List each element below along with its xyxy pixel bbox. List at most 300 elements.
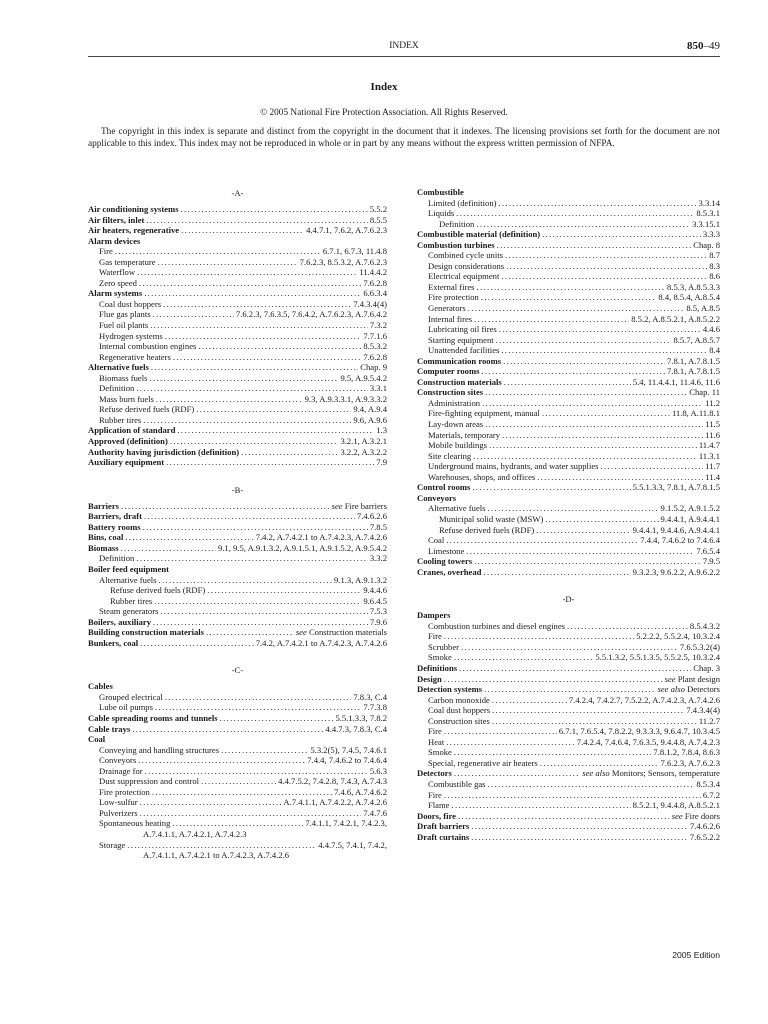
- entry-term: Gas temperature: [99, 256, 156, 267]
- entry-reference: [363, 352, 387, 363]
- dot-leader: [542, 229, 701, 240]
- see-reference-label: see: [671, 810, 683, 821]
- entry-term: Fire: [428, 789, 442, 800]
- entry-reference: [709, 271, 720, 282]
- reference-text: 7.8.5: [369, 521, 387, 532]
- entry-reference: [323, 246, 387, 257]
- reference-text: 11.2.7: [698, 715, 720, 726]
- index-subentry: [88, 787, 387, 798]
- entry-reference: [370, 553, 387, 564]
- reference-text: 3.2.2, A.3.2.2: [340, 446, 387, 457]
- dot-leader: [499, 198, 697, 209]
- dot-leader: [484, 684, 655, 695]
- index-column-right: [417, 187, 720, 842]
- dot-leader: [160, 606, 367, 617]
- entry-reference: [631, 314, 720, 325]
- entry-reference: [633, 567, 720, 578]
- entry-term: Electrical equipment: [428, 271, 500, 282]
- dot-leader: [461, 642, 678, 653]
- index-main-entry: [88, 501, 387, 512]
- index-main-entry: [88, 713, 387, 724]
- dot-leader: [173, 352, 362, 363]
- index-main-entry: [417, 240, 720, 251]
- index-subentry: [417, 314, 720, 325]
- index-subentry: [417, 705, 720, 716]
- running-header: [88, 40, 720, 57]
- entry-term: Auxiliary equipment: [88, 457, 165, 468]
- entry-term: Combustion turbines and diesel engines: [428, 620, 566, 631]
- entry-reference: [256, 638, 387, 649]
- reference-text: 9.3.2.3, 9.6.2.2, A.9.6.2.2: [632, 566, 720, 577]
- entry-term: Building construction materials: [88, 627, 205, 638]
- reference-text: 8.6: [709, 271, 720, 282]
- index-main-entry: [88, 681, 387, 692]
- index-subentry: [88, 383, 387, 394]
- entry-reference: [370, 383, 387, 394]
- reference-text: Detectors: [684, 684, 720, 695]
- entry-reference: [661, 514, 720, 525]
- entry-reference: [335, 713, 387, 724]
- entry-term: Refuse derived fuels (RDF): [439, 524, 535, 535]
- dot-leader: [488, 779, 695, 790]
- index-main-entry: [417, 684, 720, 695]
- entry-term: Barriers: [88, 500, 120, 511]
- reference-text: 7.4.7.6: [363, 807, 387, 818]
- entry-term: Conveyors: [99, 755, 137, 766]
- index-main-entry: [417, 387, 720, 398]
- index-subentry: [417, 303, 720, 314]
- entry-reference: [370, 204, 387, 215]
- entry-term: Spontaneous heating: [99, 818, 171, 829]
- entry-reference: [699, 451, 720, 462]
- entry-term: Design considerations: [428, 260, 505, 271]
- index-main-entry: [417, 663, 720, 674]
- reference-text: 4.4.7.5.2, 7.4.2.8, 7.4.3, A.7.4.3: [278, 776, 387, 787]
- dot-leader: [144, 288, 361, 299]
- dot-leader: [125, 532, 253, 543]
- entry-reference: [705, 419, 720, 430]
- dot-leader: [165, 331, 362, 342]
- index-subentry: [88, 267, 387, 278]
- entry-reference: [640, 535, 720, 546]
- entry-reference: [300, 257, 387, 268]
- entry-reference: [370, 617, 387, 628]
- dot-leader: [159, 575, 332, 586]
- reference-text: 8.5.2.1, 9.4.4.8, A.8.5.2.1: [632, 800, 720, 811]
- dot-leader: [481, 292, 657, 303]
- reference-text: 7.4.4, 7.4.6.2 to 7.4.6.4: [640, 535, 720, 546]
- entry-reference: [705, 398, 720, 409]
- dot-leader: [121, 501, 330, 512]
- index-subentry: [88, 278, 387, 289]
- entry-term: Alternative fuels: [99, 574, 157, 585]
- dot-leader: [506, 261, 707, 272]
- entry-term: Flue gas plants: [99, 309, 151, 320]
- reference-text: 9.1, 9.5, A.9.1.3.2, A.9.1.5.1, A.9.1.5.2, A.9.5.4.2: [217, 542, 387, 553]
- dot-leader: [601, 461, 704, 472]
- index-subentry: [417, 652, 720, 663]
- index-subentry: [88, 309, 387, 320]
- entry-term: Authority having jurisdiction (definition): [88, 446, 240, 457]
- reference-text: 5.2.2.2, 5.5.2.4, 10.3.2.4: [636, 631, 720, 642]
- entry-term: Fire protection: [428, 292, 479, 303]
- dot-leader: [144, 511, 355, 522]
- reference-text: 7.7.3.8: [363, 702, 387, 713]
- dot-leader: [201, 776, 276, 787]
- entry-term: Rubber tires: [110, 595, 153, 606]
- dot-leader: [140, 638, 254, 649]
- index-main-entry: [417, 821, 720, 832]
- reference-text: 7.9.5: [702, 556, 720, 567]
- dot-leader: [496, 335, 672, 346]
- reference-text: 7.4.2.4, 7.4.2.7, 7.5.2.2, A.7.4.2.3, A.7.4.2.6: [568, 694, 720, 705]
- entry-term: Generators: [428, 303, 466, 314]
- entry-term: Mobile buildings: [428, 440, 487, 451]
- index-subentry: [417, 198, 720, 209]
- dot-leader: [146, 215, 367, 226]
- reference-text: 5.5.1.3.2, 5.5.1.3.5, 5.5.2.5, 10.3.2.4: [595, 652, 720, 663]
- entry-reference: [658, 292, 720, 303]
- page-number-prefix: 850: [687, 40, 704, 52]
- index-subentry: [88, 394, 387, 405]
- index-subentry: [417, 716, 720, 727]
- index-subentry: [417, 419, 720, 430]
- reference-text: Chap. 9: [360, 362, 387, 373]
- dot-leader: [181, 225, 304, 236]
- dot-leader: [466, 546, 694, 557]
- dot-leader: [127, 840, 316, 851]
- dot-leader: [451, 800, 630, 811]
- index-subentry: [417, 546, 720, 557]
- entry-reference: [353, 415, 387, 426]
- entry-term: Draft barriers: [417, 821, 470, 832]
- reference-text: 8.5.4.3.2: [689, 620, 720, 631]
- dot-leader: [472, 482, 630, 493]
- reference-text: 9.6.4.5: [363, 595, 387, 606]
- index-main-entry: [88, 436, 387, 447]
- reference-text: Chap. 3: [693, 662, 720, 673]
- index-subentry: [417, 472, 720, 483]
- entry-reference: [680, 642, 720, 653]
- index-subentry: [417, 779, 720, 790]
- dot-leader: [177, 425, 374, 436]
- entry-term: Cables: [88, 681, 113, 692]
- index-subentry: [417, 292, 720, 303]
- entry-reference: [236, 309, 387, 320]
- page-title: Index: [370, 81, 398, 93]
- entry-term: Internal fires: [428, 313, 473, 324]
- entry-term: Cranes, overhead: [417, 566, 482, 577]
- dot-leader: [138, 755, 305, 766]
- entry-reference: [696, 208, 720, 219]
- entry-reference: [690, 821, 720, 832]
- index-subentry: [417, 535, 720, 546]
- copyright-line: © 2005 National Fire Protection Association. All Rights Reserved.: [260, 108, 508, 118]
- reference-text: 3.3.3: [702, 229, 720, 240]
- entry-reference: [218, 543, 387, 554]
- entry-term: Storage: [99, 839, 126, 850]
- dot-leader: [136, 553, 367, 564]
- entry-term: Regenerative heaters: [99, 351, 171, 362]
- entry-term: Air heaters, regenerative: [88, 225, 180, 236]
- entry-reference: [340, 447, 387, 458]
- entry-reference: A.7.4.1.1, A.7.4.2.1, A.7.4.2.3: [143, 828, 247, 839]
- index-main-entry: [88, 564, 387, 575]
- entry-reference: [703, 324, 720, 335]
- dot-leader: [456, 208, 694, 219]
- entry-term: Internal combustion engines: [99, 341, 197, 352]
- entry-term: Coal: [88, 734, 106, 745]
- reference-text: Chap. 8: [693, 239, 720, 250]
- dot-leader: [536, 525, 630, 536]
- index-subentry: [417, 398, 720, 409]
- entry-term: Conveying and handling structures: [99, 744, 220, 755]
- index-subentry: [417, 440, 720, 451]
- dot-leader: [482, 398, 703, 409]
- entry-reference: [699, 198, 720, 209]
- reference-text: 7.4.2, A.7.4.2.1 to A.7.4.2.3, A.7.4.2.6: [255, 532, 387, 543]
- entry-reference: [332, 501, 387, 512]
- dot-leader: [241, 447, 338, 458]
- dot-leader: [485, 419, 703, 430]
- dot-leader: [121, 543, 216, 554]
- reference-text: 11.5: [705, 419, 720, 430]
- dot-leader: [446, 535, 638, 546]
- reference-text: 7.4.2, A.7.4.2.1 to A.7.4.2.3, A.7.4.2.6: [255, 637, 387, 648]
- reference-text: 7.4.3.4(4): [353, 298, 387, 309]
- dot-leader: [454, 768, 580, 779]
- entry-term: Cable trays: [88, 723, 131, 734]
- index-main-entry: [417, 674, 720, 685]
- dot-leader: [492, 705, 684, 716]
- entry-term: Biomass fuels: [99, 372, 148, 383]
- dot-leader: [181, 204, 368, 215]
- reference-text: 7.9.6: [369, 616, 387, 627]
- index-subentry: [88, 257, 387, 268]
- index-subentry: [417, 271, 720, 282]
- reference-text: 11.8, A.11.8.1: [671, 408, 720, 419]
- entry-reference: [582, 768, 720, 779]
- entry-term: Alternative fuels: [88, 362, 149, 373]
- entry-term: Definitions: [417, 662, 458, 673]
- dot-leader: [477, 282, 665, 293]
- dot-leader: [143, 522, 368, 533]
- entry-reference: [283, 797, 387, 808]
- reference-text: 7.4.2.4, 7.4.6.4, 7.6.3.5, 9.4.4.8, A.7.4.2.3: [576, 736, 720, 747]
- reference-text: 8.7: [709, 250, 720, 261]
- index-subentry: [88, 373, 387, 384]
- reference-text: 8.5.5: [369, 214, 387, 225]
- entry-reference: [709, 250, 720, 261]
- reference-text: 4.4.7.1, 7.6.2, A.7.6.2.3: [306, 225, 387, 236]
- index-subentry: [417, 631, 720, 642]
- index-subentry: [88, 596, 387, 607]
- entry-term: Doors, fire: [417, 810, 456, 821]
- index-subentry: [417, 250, 720, 261]
- dot-leader: [567, 621, 688, 632]
- entry-term: Fire: [99, 246, 113, 257]
- page-number: [687, 40, 720, 52]
- entry-term: Zero speed: [99, 277, 137, 288]
- entry-reference: [696, 546, 720, 557]
- entry-reference: [633, 525, 720, 536]
- dot-leader: [170, 436, 339, 447]
- entry-term: Waterflow: [99, 267, 136, 278]
- dot-leader: [137, 267, 357, 278]
- entry-term: Combined cycle units: [428, 250, 503, 261]
- entry-term: Unattended facilities: [428, 345, 500, 356]
- index-main-entry: [88, 236, 387, 247]
- index-main-entry: [417, 366, 720, 377]
- entry-term: Fire: [428, 631, 442, 642]
- entry-term: Combustible gas: [428, 778, 486, 789]
- entry-reference: [667, 282, 720, 293]
- copyright-notice: The copyright in this index is separate and distinct from the copyright in the document that it indexes. The licensing provisions set forth for the document are not applicable to this index. This index may not be reproduced in whole or in part by any means without the express written permission of NFPA.: [88, 127, 720, 149]
- entry-reference: [686, 303, 720, 314]
- reference-text: 8.5.3.2: [363, 341, 387, 352]
- entry-reference: [686, 705, 720, 716]
- index-main-entry: [88, 288, 387, 299]
- dot-leader: [150, 320, 368, 331]
- index-entry-continuation: [88, 829, 387, 840]
- reference-text: 6.7.1, 7.6.5.4, 7.8.2.2, 9.3.3.3, 9.6.4.7, 10.3.4.5: [558, 726, 720, 737]
- entry-term: Site clearing: [428, 450, 472, 461]
- reference-text: 11.4: [705, 471, 720, 482]
- entry-reference: [633, 482, 720, 493]
- index-main-entry: [88, 362, 387, 373]
- entry-term: Barriers, draft: [88, 511, 142, 522]
- entry-reference: [693, 240, 720, 251]
- entry-reference: [705, 430, 720, 441]
- entry-term: Coal dust hoppers: [99, 298, 162, 309]
- index-subentry: [417, 261, 720, 272]
- entry-reference: [325, 724, 387, 735]
- entry-term: Combustible material (definition): [417, 229, 541, 240]
- entry-term: Detectors: [417, 768, 452, 779]
- index-subentry: [417, 208, 720, 219]
- index-main-entry: [88, 638, 387, 649]
- index-subentry: [88, 745, 387, 756]
- reference-text: 5.3.2(5), 7.4.5, 7.4.6.1: [310, 744, 387, 755]
- entry-reference: [256, 532, 387, 543]
- dot-leader: [136, 383, 367, 394]
- dot-leader: [196, 404, 351, 415]
- dot-leader: [501, 345, 707, 356]
- index-subentry: [88, 553, 387, 564]
- dot-leader: [115, 246, 321, 257]
- entry-term: Bunkers, coal: [88, 637, 139, 648]
- index-main-entry: [88, 617, 387, 628]
- index-subentry: [88, 808, 387, 819]
- dot-leader: [459, 663, 691, 674]
- dot-leader: [537, 472, 703, 483]
- entry-reference: A.7.4.1.1, A.7.4.2.1 to A.7.4.2.3, A.7.4.2.6: [143, 850, 290, 861]
- dot-leader: [504, 377, 631, 388]
- reference-text: 8.5.3, A.8.5.3.3: [667, 281, 720, 292]
- entry-term: Boilers, auxiliary: [88, 616, 152, 627]
- index-subentry: [417, 219, 720, 230]
- index-subentry: [88, 585, 387, 596]
- entry-term: Warehouses, shops, and offices: [428, 471, 536, 482]
- dot-leader: [221, 745, 308, 756]
- entry-reference: [667, 366, 720, 377]
- entry-term: Refuse derived fuels (RDF): [110, 585, 206, 596]
- entry-term: Draft curtains: [417, 831, 470, 842]
- entry-term: Hydrogen systems: [99, 330, 163, 341]
- entry-reference: [633, 800, 720, 811]
- entry-reference: [305, 394, 387, 405]
- reference-text: 8.4: [709, 345, 720, 356]
- reference-text: 4.4.6: [702, 324, 720, 335]
- entry-reference: [363, 585, 387, 596]
- entry-term: Grouped electrical: [99, 691, 163, 702]
- reference-text: 7.4.3.4(4): [686, 705, 720, 716]
- entry-reference: [334, 575, 387, 586]
- entry-term: Underground mains, hydrants, and water supplies: [428, 461, 599, 472]
- reference-text: 7.9: [376, 457, 387, 468]
- entry-reference: [672, 408, 720, 419]
- index-subentry: [417, 800, 720, 811]
- index-main-entry: [88, 447, 387, 458]
- index-subentry: [417, 758, 720, 769]
- entry-reference: [363, 808, 387, 819]
- dot-leader: [497, 240, 692, 251]
- reference-text: 4.4.7.5, 7.4.1, 7.4.2,: [318, 839, 387, 850]
- dot-leader: [172, 818, 303, 829]
- entry-reference: [703, 229, 720, 240]
- dot-leader: [151, 362, 358, 373]
- entry-term: Starting equipment: [428, 334, 494, 345]
- index-subentry: [417, 695, 720, 706]
- reference-text: 11.6: [705, 429, 720, 440]
- dot-leader: [166, 457, 374, 468]
- index-main-entry: [88, 734, 387, 745]
- dot-leader: [143, 415, 351, 426]
- index-main-entry: [417, 377, 720, 388]
- index-subentry: [417, 726, 720, 737]
- entry-term: Lubricating oil fires: [428, 324, 497, 335]
- reference-text: 11.4.4.2: [359, 267, 387, 278]
- entry-term: Fire: [428, 726, 442, 737]
- entry-term: Air filters, inlet: [88, 214, 145, 225]
- entry-reference: [370, 766, 387, 777]
- index-subentry: [417, 430, 720, 441]
- index-subentry: [88, 246, 387, 257]
- entry-term: Administration: [428, 397, 481, 408]
- reference-text: 7.4.6.2.6: [689, 821, 720, 832]
- entry-reference: [363, 341, 387, 352]
- index-column-left: [88, 187, 387, 861]
- dot-leader: [220, 713, 334, 724]
- entry-term: Fire protection: [99, 786, 150, 797]
- reference-text: Monitors; Sensors, temperature: [609, 768, 720, 779]
- entry-reference: [296, 627, 387, 638]
- index-subentry: [417, 790, 720, 801]
- entry-term: Drainage for: [99, 765, 143, 776]
- entry-reference: [370, 215, 387, 226]
- reference-text: 8.5.7, A.8.5.7: [673, 334, 720, 345]
- dot-leader: [502, 430, 703, 441]
- entry-reference: [705, 472, 720, 483]
- reference-text: 8.5, A.8.5: [686, 303, 720, 314]
- index-subentry: [88, 776, 387, 787]
- reference-text: Plant design: [675, 673, 720, 684]
- reference-text: 5.4, 11.4.4.1, 11.4.6, 11.6: [632, 376, 720, 387]
- reference-text: 7.6.2.3, 8.5.3.2, A.7.6.2.3: [299, 256, 387, 267]
- entry-reference: [595, 652, 720, 663]
- reference-text: 6.7.1, 6.7.3, 11.4.8: [322, 246, 387, 257]
- dot-leader: [206, 627, 294, 638]
